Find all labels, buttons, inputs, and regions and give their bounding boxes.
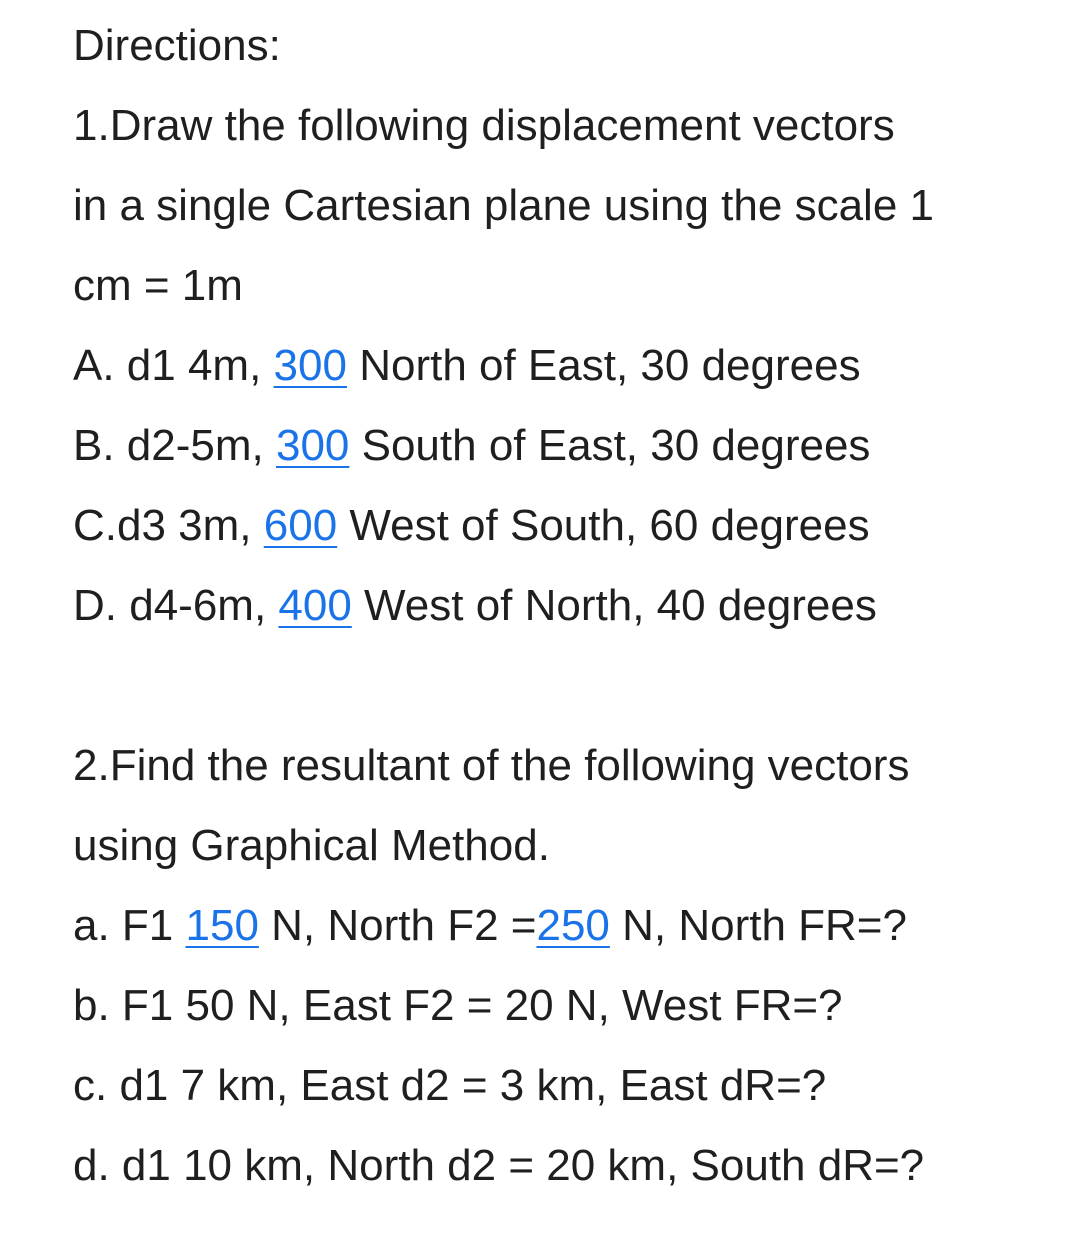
- q1-item-c-link[interactable]: 600: [263, 501, 338, 550]
- q1-item-a-suffix: North of East, 30 degrees: [346, 341, 861, 390]
- q2-item-d: d. d1 10 km, North d2 = 20 km, South dR=?: [73, 1141, 925, 1190]
- q1-line-3: cm = 1m: [73, 261, 243, 310]
- q2-item-a-prefix: a. F1: [73, 901, 186, 950]
- q1-item-c-suffix: West of South, 60 degrees: [337, 501, 870, 550]
- q2-item-a: [73, 886, 907, 966]
- q2-item-b: b. F1 50 N, East F2 = 20 N, West FR=?: [73, 981, 843, 1030]
- q2-item-a-suffix: N, North FR=?: [609, 901, 907, 950]
- q2-item-a-middle: N, North F2 =: [258, 901, 537, 950]
- q2-item-c: c. d1 7 km, East d2 = 3 km, East dR=?: [73, 1061, 827, 1110]
- q1-item-b-suffix: South of East, 30 degrees: [349, 421, 871, 470]
- q1-item-b-link[interactable]: 300: [275, 421, 350, 470]
- q1-item-a: [73, 326, 861, 406]
- q1-item-b-prefix: B. d2-5m,: [73, 421, 276, 470]
- q1-item-c-prefix: C.d3 3m,: [73, 501, 264, 550]
- q1-item-d: [73, 566, 877, 646]
- q1-item-b: [73, 406, 870, 486]
- q1-item-d-prefix: D. d4-6m,: [73, 581, 279, 630]
- q2-item-a-link-1[interactable]: 150: [185, 901, 259, 950]
- q2-line-2: using Graphical Method.: [73, 821, 550, 870]
- q1-item-c: [73, 486, 870, 566]
- q2-line-1: 2.Find the resultant of the following vectors: [73, 741, 910, 790]
- q1-item-d-link[interactable]: 400: [278, 581, 352, 630]
- q1-item-a-link[interactable]: 300: [273, 341, 347, 390]
- q2-item-a-link-2[interactable]: 250: [536, 901, 610, 950]
- directions-heading: Directions:: [73, 21, 281, 70]
- q1-line-1: 1.Draw the following displacement vectors: [73, 101, 895, 150]
- q1-item-a-prefix: A. d1 4m,: [73, 341, 274, 390]
- q1-line-2: in a single Cartesian plane using the scale 1: [73, 181, 934, 230]
- q1-item-d-suffix: West of North, 40 degrees: [351, 581, 877, 630]
